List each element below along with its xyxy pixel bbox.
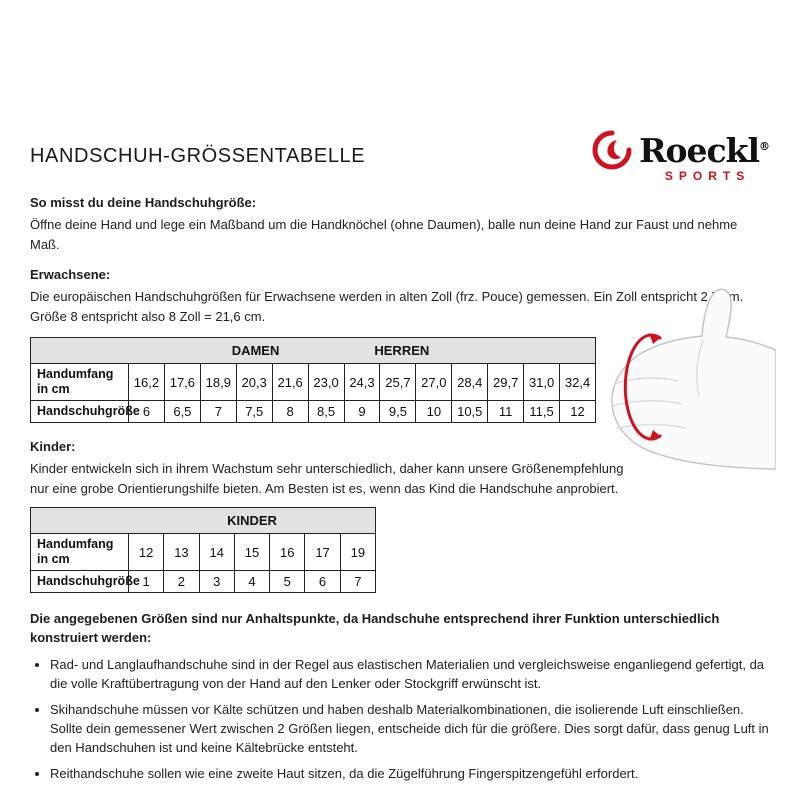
adult-circumference-cell: 24,3 (344, 364, 380, 401)
kids-circumference-row (31, 534, 376, 571)
adult-circumference-cell: 27,0 (416, 364, 452, 401)
logo-name: Roeckl (639, 131, 759, 170)
adult-size-cell: 7,5 (236, 401, 272, 423)
adult-size-table (30, 337, 596, 423)
adult-circumference-cell: 29,7 (488, 364, 524, 401)
kids-size-table (30, 507, 376, 593)
kids-size-row (31, 571, 376, 593)
adult-size-cell: 6 (129, 401, 165, 423)
page-title: HANDSCHUH-GRÖSSENTABELLE (30, 145, 366, 167)
adult-size-cell: 9 (344, 401, 380, 423)
herren-group-label: HERREN (374, 343, 430, 358)
adult-table-group-header (31, 338, 596, 364)
adult-circumference-cell: 32,4 (560, 364, 596, 401)
note-item: • Skihandschuhe müssen vor Kälte schützen und haben deshalb Materialkombinationen, die isolierende Luft einschließen. Sollte dein gemessener Wert zwischen 2 Größen liegen, entscheide dich für die größere. Dies sorgt dafür, dass genug Luft in den Handschuhen ist und keine Kältebrücke entsteht. (50, 700, 770, 757)
registered-mark: ® (759, 140, 770, 153)
kids-text-line1: Kinder entwickeln sich in ihrem Wachstum sehr unterschiedlich, daher kann unsere Größenempfehlung (30, 461, 624, 476)
kids-size-cell: 6 (305, 571, 340, 593)
page-header (30, 130, 770, 183)
kids-size-cell: 7 (340, 571, 375, 593)
kids-heading: Kinder: (30, 439, 76, 454)
kids-table-group-header-row (31, 508, 376, 534)
adult-size-cell: 8 (272, 401, 308, 423)
kinder-group-label: KINDER (227, 513, 277, 528)
adult-circumference-cell: 16,2 (129, 364, 165, 401)
adults-text-line1: Die europäischen Handschuhgrößen für Erwachsene werden in alten Zoll (frz. Pouce) gemessen. Ein Zoll entspricht 2,7 cm. (30, 289, 744, 304)
kids-circumference-cell: 19 (340, 534, 375, 571)
kids-circumference-cell: 14 (199, 534, 234, 571)
kids-size-cell: 1 (129, 571, 164, 593)
adult-circumference-cell: 23,0 (308, 364, 344, 401)
adult-size-cell: 11 (488, 401, 524, 423)
adult-size-cell: 10 (416, 401, 452, 423)
kids-circumference-cell: 16 (270, 534, 305, 571)
kids-circumference-cell: 15 (234, 534, 269, 571)
measure-heading: So misst du deine Handschuhgröße: (30, 195, 257, 210)
adults-text-line2: Größe 8 entspricht also 8 Zoll = 21,6 cm. (30, 309, 266, 324)
kids-size-label: Handschuhgröße (31, 571, 129, 593)
kids-size-cell: 4 (234, 571, 269, 593)
roeckl-emblem-icon (592, 130, 632, 175)
adult-size-cell: 11,5 (524, 401, 560, 423)
adult-circumference-cell: 21,6 (272, 364, 308, 401)
glove-icon (596, 284, 776, 492)
adult-circumference-label: Handumfang in cm (31, 364, 129, 401)
logo-text (639, 130, 770, 183)
note-item: • Reithandschuhe sollen wie eine zweite Haut sitzen, da die Zügelführung Fingerspitzengefühl erfordert. (50, 764, 770, 783)
adult-circumference-cell: 20,3 (236, 364, 272, 401)
adult-circumference-cell: 17,6 (164, 364, 200, 401)
adult-size-row (31, 401, 596, 423)
logo-wordmark (639, 130, 770, 168)
adult-circumference-cell: 25,7 (380, 364, 416, 401)
measure-text: Öffne deine Hand und lege ein Maßband um die Handknöchel (ohne Daumen), balle nun deine Hand zur Faust und nehme Maß. (30, 217, 738, 252)
notes-heading: Die angegebenen Größen sind nur Anhaltspunkte, da Handschuhe entsprechend ihrer Funktion unterschiedlich konstruiert werden: (30, 611, 720, 645)
adult-circumference-cell: 28,4 (452, 364, 488, 401)
adult-table-group-header-row (31, 338, 596, 364)
roeckl-logo (592, 130, 770, 183)
adult-size-cell: 10,5 (452, 401, 488, 423)
glove-measurement-illustration (596, 284, 776, 492)
adult-size-cell: 9,5 (380, 401, 416, 423)
kids-circumference-cell: 12 (129, 534, 164, 571)
adult-size-cell: 12 (560, 401, 596, 423)
kids-size-cell: 3 (199, 571, 234, 593)
notes-list (50, 655, 770, 783)
kids-table-group-header (31, 508, 376, 534)
adult-size-cell: 8,5 (308, 401, 344, 423)
adult-circumference-cell: 18,9 (200, 364, 236, 401)
adults-heading: Erwachsene: (30, 267, 111, 282)
adult-size-label: Handschuhgröße (31, 401, 129, 423)
note-item: • Rad- und Langlaufhandschuhe sind in der Regel aus elastischen Materialien und vergleichsweise enganliegend gefertigt, da die volle Kraftübertragung von der Hand auf den Lenker oder Stockgriff erwünscht ist. (50, 655, 770, 693)
kids-header-spacer (31, 513, 129, 528)
kids-circumference-cell: 13 (164, 534, 199, 571)
adult-circumference-cell: 31,0 (524, 364, 560, 401)
kids-text-line2: nur eine grobe Orientierungshilfe bieten. Am Besten ist es, wenn das Kind die Handschuhe anprobiert. (30, 481, 619, 496)
kids-size-cell: 2 (164, 571, 199, 593)
adult-circumference-row (31, 364, 596, 401)
kids-circumference-cell: 17 (305, 534, 340, 571)
kids-circumference-label: Handumfang in cm (31, 534, 129, 571)
damen-group-label: DAMEN (231, 343, 280, 358)
logo-subtitle: SPORTS (664, 169, 751, 183)
kids-size-cell: 5 (270, 571, 305, 593)
adult-size-cell: 7 (200, 401, 236, 423)
adult-size-cell: 6,5 (164, 401, 200, 423)
